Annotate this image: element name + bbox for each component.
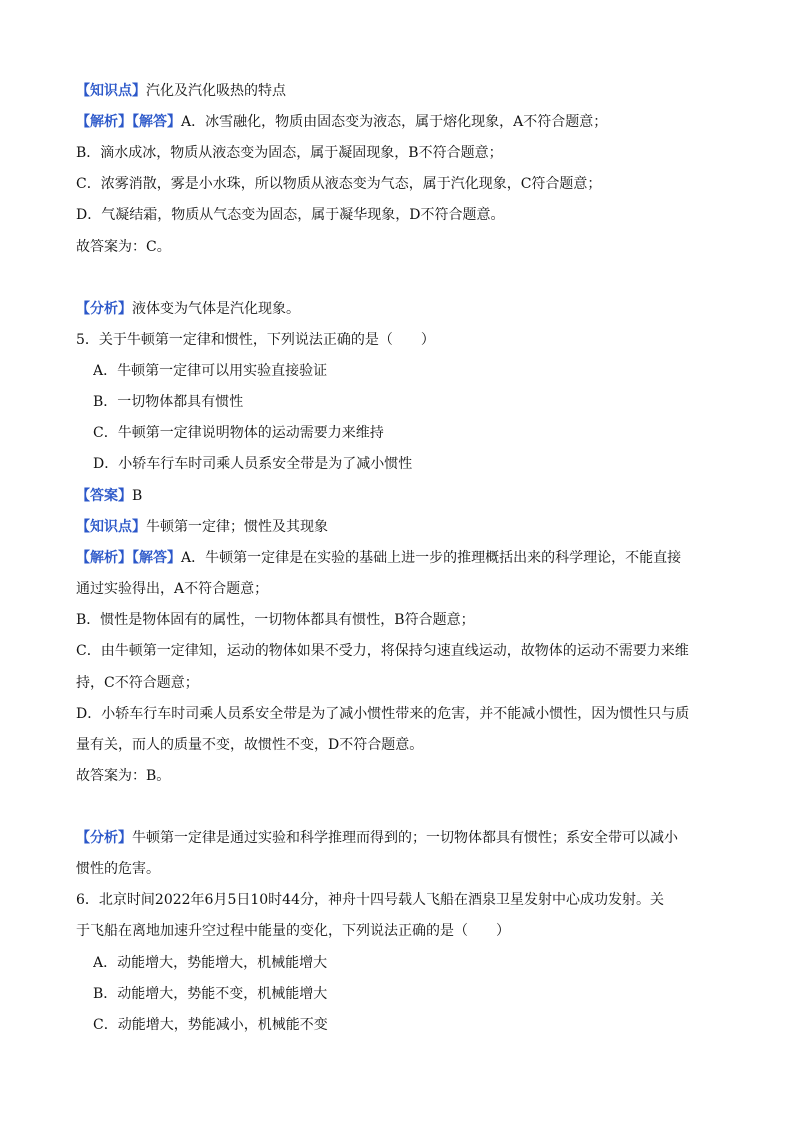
q5-analysis-line [76, 548, 726, 568]
answer-tag-label: 【解答】 [132, 550, 181, 566]
q6-option-b: B．动能增大，势能不变，机械能增大 [93, 986, 328, 1002]
q5-stem: 5．关于牛顿第一定律和惯性，下列说法正确的是（ ） [76, 332, 435, 348]
q5-option-a: A．牛顿第一定律可以用实验直接验证 [93, 363, 328, 379]
q5-summary-line [76, 828, 726, 848]
analysis-label: 【解析】 [76, 114, 132, 130]
q5-knowledge-text: 牛顿第一定律；惯性及其现象 [146, 519, 328, 535]
q6-stem-cont: 于飞船在离地加速升空过程中能量的变化，下列说法正确的是（ ） [76, 923, 510, 939]
q5-analysis-c-cont: 持，C不符合题意； [76, 675, 199, 691]
q5-option-c: C．牛顿第一定律说明物体的运动需要力来维持 [93, 425, 384, 441]
summary-label: 【分析】 [76, 830, 132, 846]
answer-label: 【答案】 [76, 488, 132, 504]
q4-analysis-d: D．气凝结霜，物质从气态变为固态，属于凝华现象，D不符合题意。 [76, 207, 505, 223]
q5-analysis-a-cont: 通过实验得出，A不符合题意； [76, 581, 269, 597]
q4-analysis-line [76, 112, 726, 132]
q5-summary-text: 牛顿第一定律是通过实验和科学推理而得到的；一切物体都具有惯性；系安全带可以减小 [132, 830, 678, 846]
q5-analysis-c: C．由牛顿第一定律知，运动的物体如果不受力，将保持匀速直线运动，故物体的运动不需要力来维 [76, 643, 689, 659]
q6-option-c: C．动能增大，势能减小，机械能不变 [93, 1017, 328, 1033]
q5-summary-cont: 惯性的危害。 [76, 861, 160, 877]
q6-stem: 6．北京时间2022年6月5日10时44分，神舟十四号载人飞船在酒泉卫星发射中心成功发射。关 [76, 892, 664, 908]
q4-summary-line [76, 299, 726, 319]
q4-analysis-a: A．冰雪融化，物质由固态变为液态，属于熔化现象，A不符合题意； [181, 114, 608, 130]
q4-analysis-b: B．滴水成冰，物质从液态变为固态，属于凝固现象，B不符合题意； [76, 145, 503, 161]
q4-summary-text: 液体变为气体是汽化现象。 [132, 301, 300, 317]
knowledge-label: 【知识点】 [76, 83, 146, 99]
q5-analysis-d: D．小轿车行车时司乘人员系安全带是为了减小惯性带来的危害，并不能减小惯性，因为惯性只与质 [76, 706, 690, 722]
q6-option-a: A．动能增大，势能增大，机械能增大 [93, 955, 328, 971]
q5-option-d: D．小轿车行车时司乘人员系安全带是为了减小惯性 [93, 456, 413, 472]
analysis-label: 【解析】 [76, 550, 132, 566]
q5-knowledge-line [76, 517, 726, 537]
knowledge-label: 【知识点】 [76, 519, 146, 535]
q5-conclusion: 故答案为：B。 [76, 768, 171, 784]
q4-analysis-c: C．浓雾消散，雾是小水珠，所以物质从液态变为气态，属于汽化现象，C符合题意； [76, 176, 602, 192]
q5-answer-line [76, 486, 726, 506]
q4-knowledge-text: 汽化及汽化吸热的特点 [146, 83, 286, 99]
answer-tag-label: 【解答】 [132, 114, 181, 130]
summary-label: 【分析】 [76, 301, 132, 317]
q5-option-b: B．一切物体都具有惯性 [93, 394, 244, 410]
q5-analysis-b: B．惯性是物体固有的属性，一切物体都具有惯性，B符合题意； [76, 612, 475, 628]
q4-knowledge-line [76, 81, 726, 101]
q5-analysis-a: A．牛顿第一定律是在实验的基础上进一步的推理概括出来的科学理论，不能直接 [181, 550, 682, 566]
q4-conclusion: 故答案为：C。 [76, 239, 171, 255]
q5-analysis-d-cont: 量有关，而人的质量不变，故惯性不变，D不符合题意。 [76, 737, 424, 753]
q5-answer-text: B [132, 488, 143, 504]
